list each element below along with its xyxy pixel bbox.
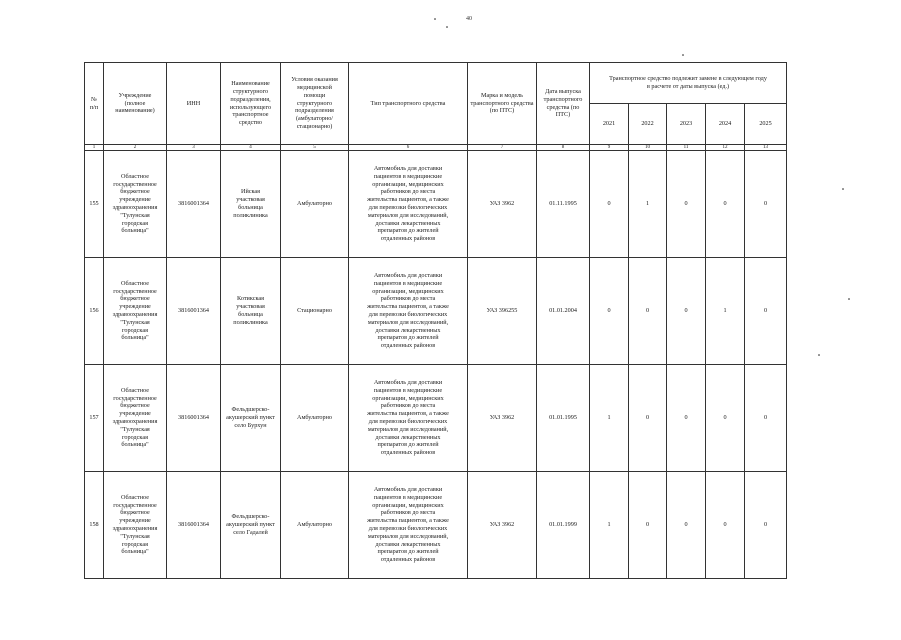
conditions-cell: Стационарно: [281, 258, 349, 365]
column-number: 8: [537, 145, 590, 151]
subdivision-cell: Котикская участковая больница поликлиника: [221, 258, 281, 365]
column-number: 4: [221, 145, 281, 151]
scan-speck: [446, 26, 448, 28]
row-number: 157: [85, 365, 104, 472]
column-number: 12: [706, 145, 745, 151]
scan-speck: [434, 18, 436, 20]
year-value-cell: 0: [745, 258, 787, 365]
column-number: 1: [85, 145, 104, 151]
header-subdivision: Наименование структурного подразделения, использующего транспортное средство: [221, 63, 281, 145]
scan-speck: [682, 54, 684, 56]
year-value-cell: 0: [706, 151, 745, 258]
inn-cell: 3816001364: [167, 365, 221, 472]
year-value-cell: 0: [629, 472, 667, 579]
year-value-cell: 0: [590, 151, 629, 258]
subdivision-cell: Фельдшерско- акушерский пункт село Бурхун: [221, 365, 281, 472]
header-inn: ИНН: [167, 63, 221, 145]
row-number: 158: [85, 472, 104, 579]
scan-speck: [848, 298, 850, 300]
column-number: 2: [104, 145, 167, 151]
column-number: 3: [167, 145, 221, 151]
inn-cell: 3816001364: [167, 258, 221, 365]
table-row: [85, 151, 787, 258]
vehicle-type-cell: Автомобиль для доставки пациентов в медицинские организации, медицинских работников до места жительства пациентов, а также для перевозки биологических материалов для исследований, доставки лекарственных препаратов до жителей отдаленных районов: [349, 258, 468, 365]
institution-cell: Областное государственное бюджетное учреждение здравоохранения "Тулунская городская больница": [104, 258, 167, 365]
header-institution: Учреждение (полное наименование): [104, 63, 167, 145]
subdivision-cell: Фельдшерско- акушерский пункт село Гадалей: [221, 472, 281, 579]
table-row: [85, 365, 787, 472]
year-value-cell: 1: [590, 365, 629, 472]
brand-model-cell: УАЗ 396255: [468, 258, 537, 365]
header-number: № п/п: [85, 63, 104, 145]
conditions-cell: Амбулаторно: [281, 365, 349, 472]
row-number: 155: [85, 151, 104, 258]
year-value-cell: 0: [629, 258, 667, 365]
subdivision-cell: Ийская участковая больница поликлиника: [221, 151, 281, 258]
year-value-cell: 0: [745, 472, 787, 579]
year-value-cell: 0: [667, 258, 706, 365]
column-number: 5: [281, 145, 349, 151]
header-release-date: Дата выпуска транспортного средства (по ПТС): [537, 63, 590, 145]
header-brand-model: Марка и модель транспортного средства (по ПТС): [468, 63, 537, 145]
scan-speck: [818, 354, 820, 356]
year-value-cell: 0: [667, 472, 706, 579]
header-vehicle-type: Тип транспортного средства: [349, 63, 468, 145]
column-number: 13: [745, 145, 787, 151]
column-number: 7: [468, 145, 537, 151]
release-date-cell: 01.01.1995: [537, 365, 590, 472]
column-number: 6: [349, 145, 468, 151]
year-value-cell: 0: [706, 365, 745, 472]
inn-cell: 3816001364: [167, 151, 221, 258]
header-year: 2023: [667, 104, 706, 145]
vehicle-type-cell: Автомобиль для доставки пациентов в медицинские организации, медицинских работников до места жительства пациентов, а также для перевозки биологических материалов для исследований, доставки лекарственных препаратов до жителей отдаленных районов: [349, 365, 468, 472]
header-year: 2021: [590, 104, 629, 145]
column-number: 9: [590, 145, 629, 151]
year-value-cell: 1: [590, 472, 629, 579]
scan-speck: [842, 188, 844, 190]
conditions-cell: Амбулаторно: [281, 472, 349, 579]
column-number: 11: [667, 145, 706, 151]
header-replacement-group: Транспортное средство подлежит замене в следующем году в расчете от даты выпуска (ед.): [590, 63, 787, 104]
year-value-cell: 0: [667, 151, 706, 258]
page-number: 40: [466, 16, 472, 22]
row-number: 156: [85, 258, 104, 365]
brand-model-cell: УАЗ 3962: [468, 472, 537, 579]
institution-cell: Областное государственное бюджетное учреждение здравоохранения "Тулунская городская больница": [104, 365, 167, 472]
conditions-cell: Амбулаторно: [281, 151, 349, 258]
release-date-cell: 01.11.1995: [537, 151, 590, 258]
header-row: [85, 63, 787, 104]
release-date-cell: 01.01.1999: [537, 472, 590, 579]
vehicle-type-cell: Автомобиль для доставки пациентов в медицинские организации, медицинских работников до места жительства пациентов, а также для перевозки биологических материалов для исследований, доставки лекарственных препаратов до жителей отдаленных районов: [349, 472, 468, 579]
table-row: [85, 258, 787, 365]
column-number: 10: [629, 145, 667, 151]
vehicle-replacement-table: [84, 62, 787, 579]
year-value-cell: 0: [745, 151, 787, 258]
header-year: 2024: [706, 104, 745, 145]
year-value-cell: 0: [629, 365, 667, 472]
brand-model-cell: УАЗ 3962: [468, 365, 537, 472]
year-value-cell: 0: [667, 365, 706, 472]
header-conditions: Условия оказания медицинской помощи структурного подразделения (амбулаторно/ стационарно): [281, 63, 349, 145]
table-row: [85, 472, 787, 579]
year-value-cell: 0: [590, 258, 629, 365]
year-value-cell: 0: [706, 472, 745, 579]
vehicle-type-cell: Автомобиль для доставки пациентов в медицинские организации, медицинских работников до места жительства пациентов, а также для перевозки биологических материалов для исследований, доставки лекарственных препаратов до жителей отдаленных районов: [349, 151, 468, 258]
header-year: 2025: [745, 104, 787, 145]
year-value-cell: 1: [629, 151, 667, 258]
brand-model-cell: УАЗ 3962: [468, 151, 537, 258]
year-value-cell: 1: [706, 258, 745, 365]
institution-cell: Областное государственное бюджетное учреждение здравоохранения "Тулунская городская больница": [104, 472, 167, 579]
release-date-cell: 01.01.2004: [537, 258, 590, 365]
inn-cell: 3816001364: [167, 472, 221, 579]
header-year: 2022: [629, 104, 667, 145]
institution-cell: Областное государственное бюджетное учреждение здравоохранения "Тулунская городская больница": [104, 151, 167, 258]
year-value-cell: 0: [745, 365, 787, 472]
